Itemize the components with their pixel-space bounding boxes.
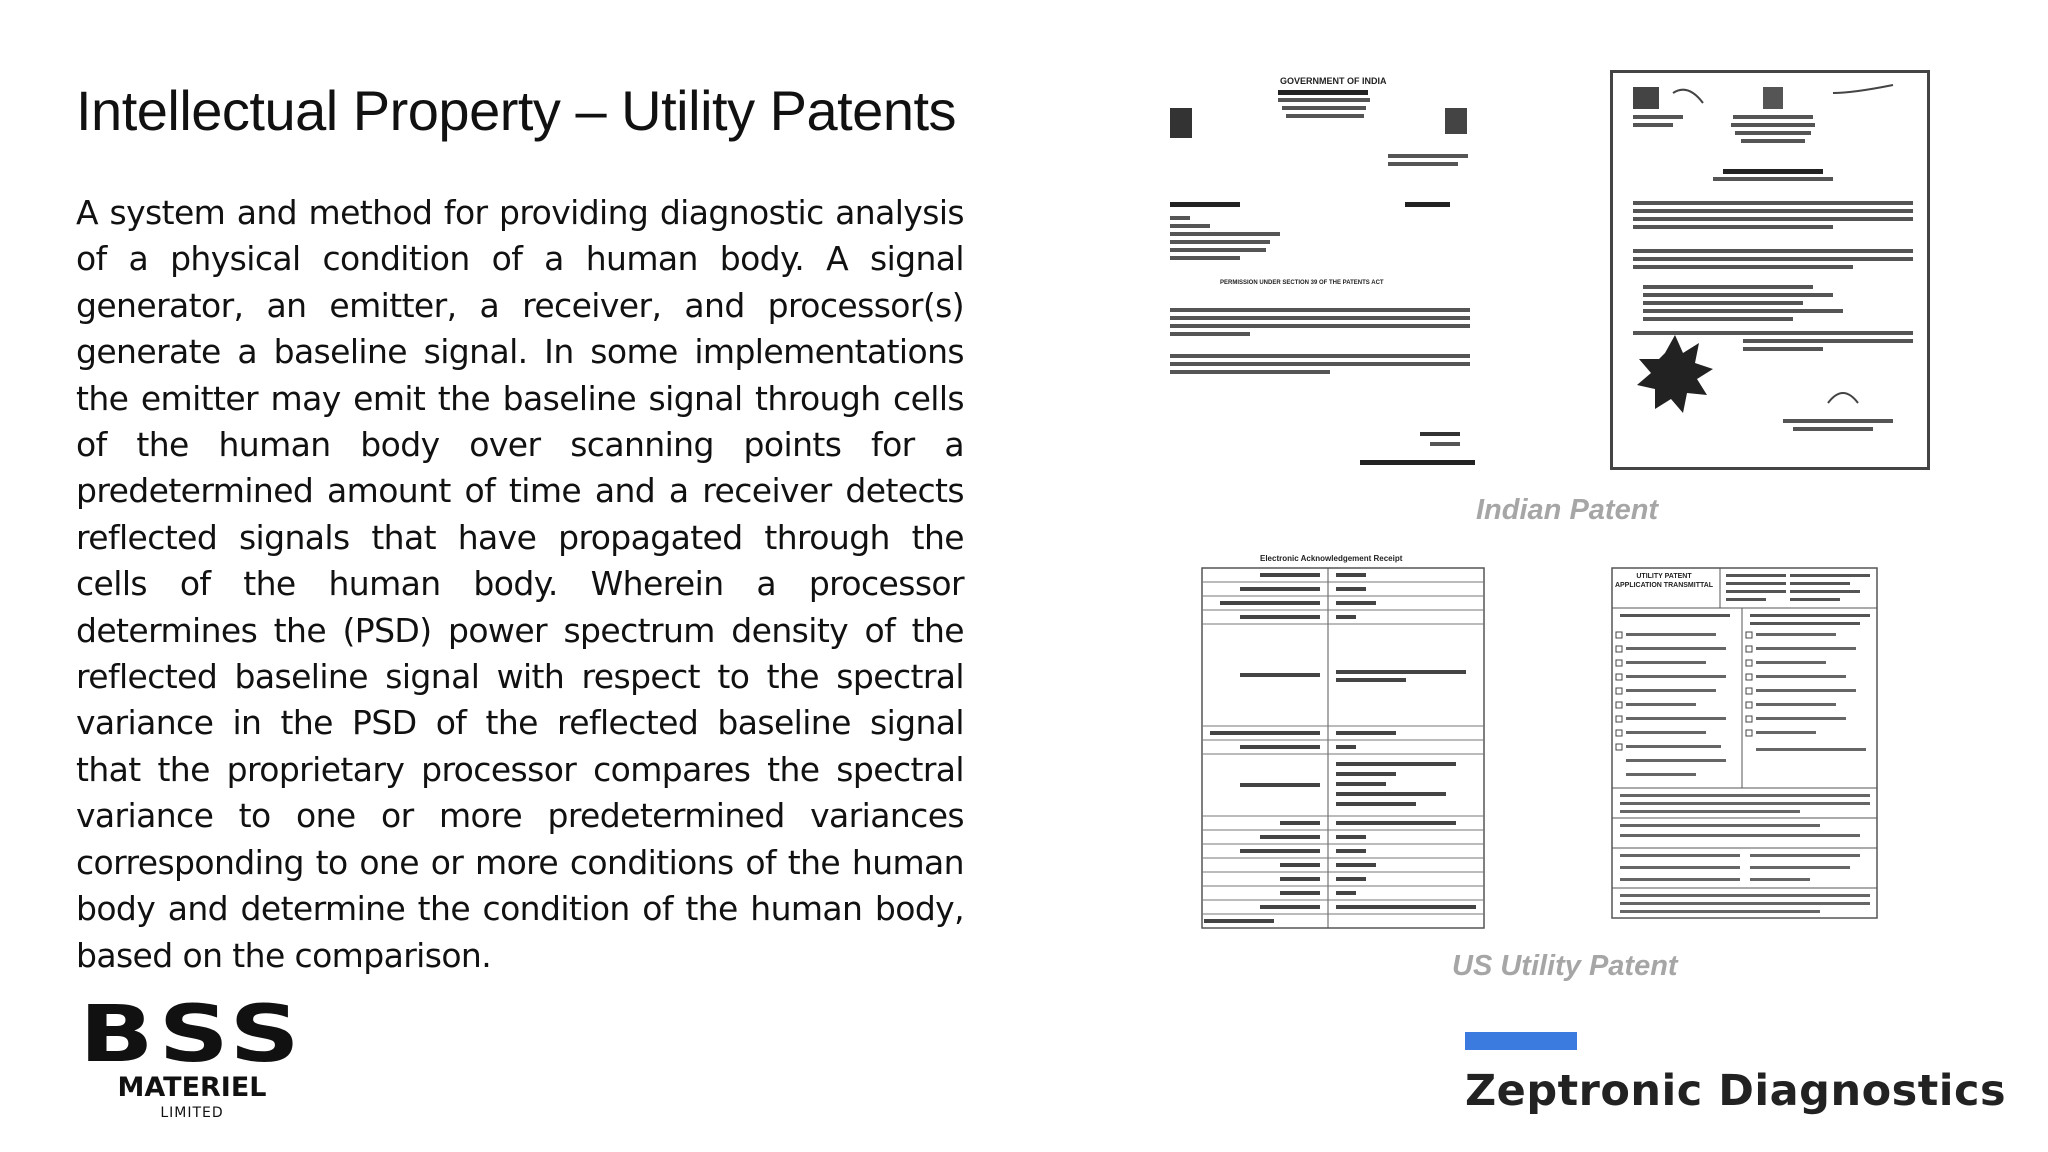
receipt-table: [1200, 550, 1490, 940]
slide-title: Intellectual Property – Utility Patents: [76, 79, 957, 142]
bss-logo-limited: LIMITED: [160, 1105, 224, 1121]
indian-patent-caption: Indian Patent: [1476, 494, 1659, 526]
bss-logo-sub: MATERIEL: [117, 1072, 267, 1103]
patent-description: A system and method for providing diagnostic analysis of a physical condition of a human body. A signal generator, an emitter, a receiver, and processor(s) generate a baseline signal. In some implementations the emitter may emit the baseline signal through cells of the human body over scanning points for a predetermined amount of time and a receiver detects reflected signals that have propagated through the cells of the human body. Wherein a processor determines the (PSD) power spectrum density of the reflected baseline signal with respect to the spectral variance in the PSD of the reflected baseline signal that the proprietary processor compares the spectral variance to one or more predetermined variances corresponding to one or more conditions of the human body and determine the condition of the human body, based on the comparison.: [76, 193, 964, 975]
indian-patent-certificate-image: [1610, 70, 1930, 470]
receipt-heading: Electronic Acknowledgement Receipt: [1260, 554, 1403, 563]
zeptronic-accent-bar: [1465, 1032, 1577, 1050]
zeptronic-logo: Zeptronic Diagnostics: [1465, 1066, 2007, 1116]
transmittal-form: [1610, 548, 1880, 928]
us-transmittal-image: [1610, 548, 1880, 928]
emblem-icon: [1160, 62, 1480, 474]
bss-materiel-logo: [79, 990, 305, 1121]
us-receipt-image: [1200, 550, 1490, 940]
letter-subject: PERMISSION UNDER SECTION 39 OF THE PATENTS ACT: [1220, 280, 1384, 286]
letter-heading: GOVERNMENT OF INDIA: [1280, 76, 1387, 86]
indian-patent-letter-image: [1160, 62, 1480, 474]
bss-logo-main: BSS: [79, 990, 305, 1080]
transmittal-heading: UTILITY PATENT APPLICATION TRANSMITTAL: [1614, 573, 1714, 589]
us-patent-caption: US Utility Patent: [1452, 950, 1678, 982]
